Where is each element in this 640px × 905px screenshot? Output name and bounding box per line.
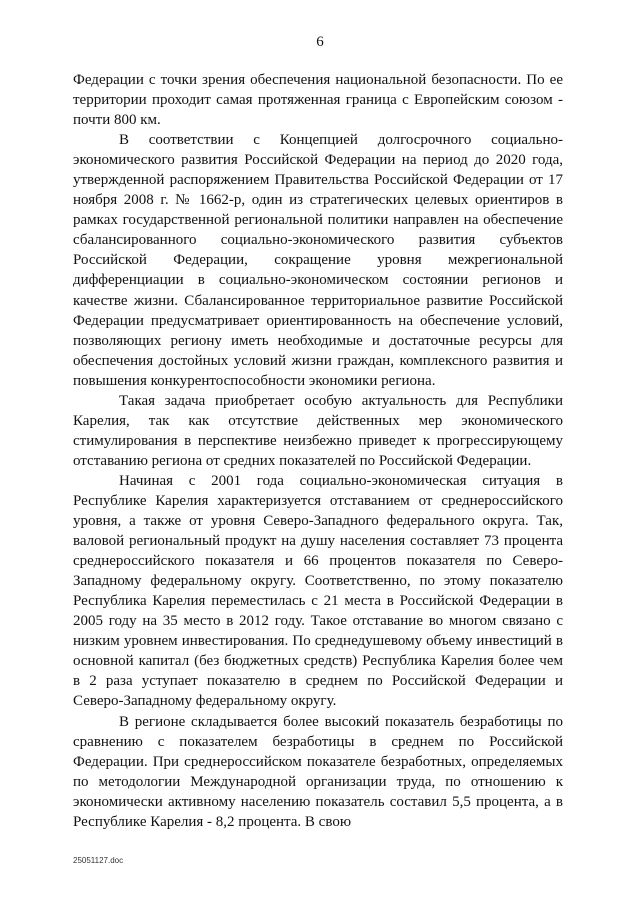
page-number: 6 (316, 34, 324, 50)
paragraph-task: Такая задача приобретает особую актуальность для Республики Карелия, так как отсутствие действенных мер экономического стимулирования в перспективе неизбежно приведет к прогрессирующему отставанию региона от средних показателей по Российской Федерации. (73, 392, 563, 469)
paragraph-unemployment: В регионе складывается более высокий показатель безработицы по сравнению с показателем безработицы в среднем по Российской Федерации. При среднероссийском показателе безработных, определяемых по методологии Международной организации труда, по отношению к экономически активному населению показатель составил 5,5 процента, а в Республике Карелия - 8,2 процента. В свою (73, 713, 563, 830)
paragraph-continuation: Федерации с точки зрения обеспечения национальной безопасности. По ее территории проходит самая протяженная граница с Европейским союзом - почти 800 км. (73, 72, 563, 129)
document-body (73, 70, 563, 832)
document-filename: 25051127.doc (73, 856, 124, 865)
paragraph-concept: В соответствии с Концепцией долгосрочного социально-экономического развития Российской Федерации на период до 2020 года, утвержденной распоряжением Правительства Российской Федерации от 17 ноября 2008 г. № 1662-р, один из стратегических целевых ориентиров в рамках государственной региональной политики направлен на обеспечение сбалансированного социально-экономического развития субъектов Российской Федерации, сокращение уровня межрегиональной дифференциации в социально-экономическом состоянии регионов и качестве жизни. Сбалансированное территориальное развитие Российской Федерации предусматривает ориентированность на обеспечение условий, позволяющих региону иметь необходимые и достаточные ресурсы для обеспечения достойных условий жизни граждан, комплексного развития и повышения конкурентоспособности экономики региона. (73, 132, 563, 389)
paragraph-economic-situation: Начиная с 2001 года социально-экономическая ситуация в Республике Карелия характеризуется отставанием от среднероссийского уровня, а также от уровня Северо-Западного федерального округа. Так, валовой региональный продукт на душу населения составляет 73 процента среднероссийского показателя и 66 процентов показателя по Северо-Западному федеральному округу. Соответственно, по этому показателю Республика Карелия переместилась с 21 места в Российской Федерации в 2005 году на 35 место в 2012 году. Такое отставание во многом связано с низким уровнем инвестирования. По среднедушевому объему инвестиций в основной капитал (без бюджетных средств) Республика Карелия более чем в 2 раза уступает показателю в среднем по Российской Федерации и Северо-Западному федеральному округу. (73, 472, 563, 710)
